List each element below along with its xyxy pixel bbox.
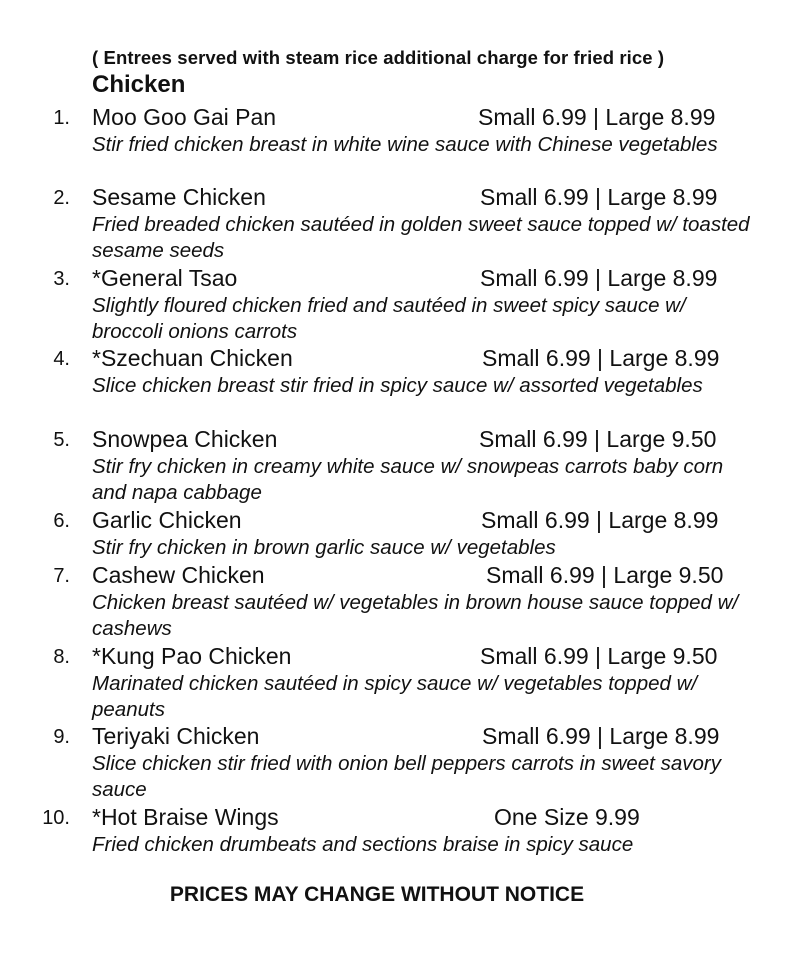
item-name: Sesame Chicken	[92, 184, 266, 210]
item-description: Stir fried chicken breast in white wine sauce with Chinese vegetables	[92, 133, 718, 156]
item-name: *General Tsao	[92, 265, 238, 291]
item-price: Small 6.99 | Large 8.99	[478, 104, 716, 130]
item-name: Moo Goo Gai Pan	[92, 104, 277, 130]
item-price: Small 6.99 | Large 8.99	[481, 507, 719, 533]
item-price: Small 6.99 | Large 9.50	[479, 426, 717, 452]
item-number: 4.	[53, 348, 70, 370]
item-number: 10.	[42, 807, 70, 829]
item-name: Garlic Chicken	[92, 507, 242, 533]
item-price: Small 6.99 | Large 8.99	[480, 265, 718, 291]
item-number: 1.	[53, 107, 70, 129]
item-number: 8.	[53, 646, 70, 668]
item-name: Cashew Chicken	[92, 562, 265, 588]
item-description: Slice chicken stir fried with onion bell peppers carrots in sweet savory sauce	[92, 752, 721, 801]
menu-item	[0, 103, 808, 158]
item-price: Small 6.99 | Large 8.99	[480, 184, 718, 210]
item-name: *Hot Braise Wings	[92, 804, 279, 830]
item-description: Slightly floured chicken fried and sautéed in sweet spicy sauce w/ broccoli onions carrots	[92, 294, 686, 343]
menu-item	[0, 425, 808, 506]
item-number: 2.	[53, 187, 70, 209]
item-number: 9.	[53, 726, 70, 748]
item-description: Slice chicken breast stir fried in spicy sauce w/ assorted vegetables	[92, 374, 703, 397]
item-description: Stir fry chicken in creamy white sauce w/ snowpeas carrots baby corn and napa cabbage	[92, 455, 724, 504]
menu-item	[0, 803, 808, 858]
item-description: Fried chicken drumbeats and sections braise in spicy sauce	[92, 833, 634, 856]
item-price: Small 6.99 | Large 8.99	[482, 723, 720, 749]
entree-note: ( Entrees served with steam rice additional charge for fried rice )	[92, 47, 665, 68]
item-number: 7.	[53, 565, 70, 587]
menu-item	[0, 722, 808, 803]
item-number: 3.	[53, 268, 70, 290]
item-description: Fried breaded chicken sautéed in golden sweet sauce topped w/ toasted sesame seeds	[92, 213, 750, 262]
item-name: Snowpea Chicken	[92, 426, 278, 452]
menu-item	[0, 506, 808, 561]
menu-item	[0, 264, 808, 345]
item-description: Chicken breast sautéed w/ vegetables in brown house sauce topped w/ cashews	[92, 591, 739, 640]
menu-item	[0, 344, 808, 399]
item-name: *Szechuan Chicken	[92, 345, 293, 371]
item-price: Small 6.99 | Large 8.99	[482, 345, 720, 371]
item-description: Marinated chicken sautéed in spicy sauce w/ vegetables topped w/ peanuts	[92, 672, 698, 721]
item-number: 5.	[53, 429, 70, 451]
item-description: Stir fry chicken in brown garlic sauce w/ vegetables	[92, 536, 556, 559]
item-price: One Size 9.99	[494, 804, 640, 830]
price-disclaimer: PRICES MAY CHANGE WITHOUT NOTICE	[169, 883, 585, 906]
item-price: Small 6.99 | Large 9.50	[480, 643, 718, 669]
section-title: Chicken	[92, 71, 186, 98]
item-name: *Kung Pao Chicken	[92, 643, 292, 669]
menu-item	[0, 183, 808, 264]
item-name: Teriyaki Chicken	[92, 723, 260, 749]
menu-item	[0, 642, 808, 723]
item-number: 6.	[53, 510, 70, 532]
menu-item	[0, 561, 808, 642]
item-price: Small 6.99 | Large 9.50	[486, 562, 724, 588]
